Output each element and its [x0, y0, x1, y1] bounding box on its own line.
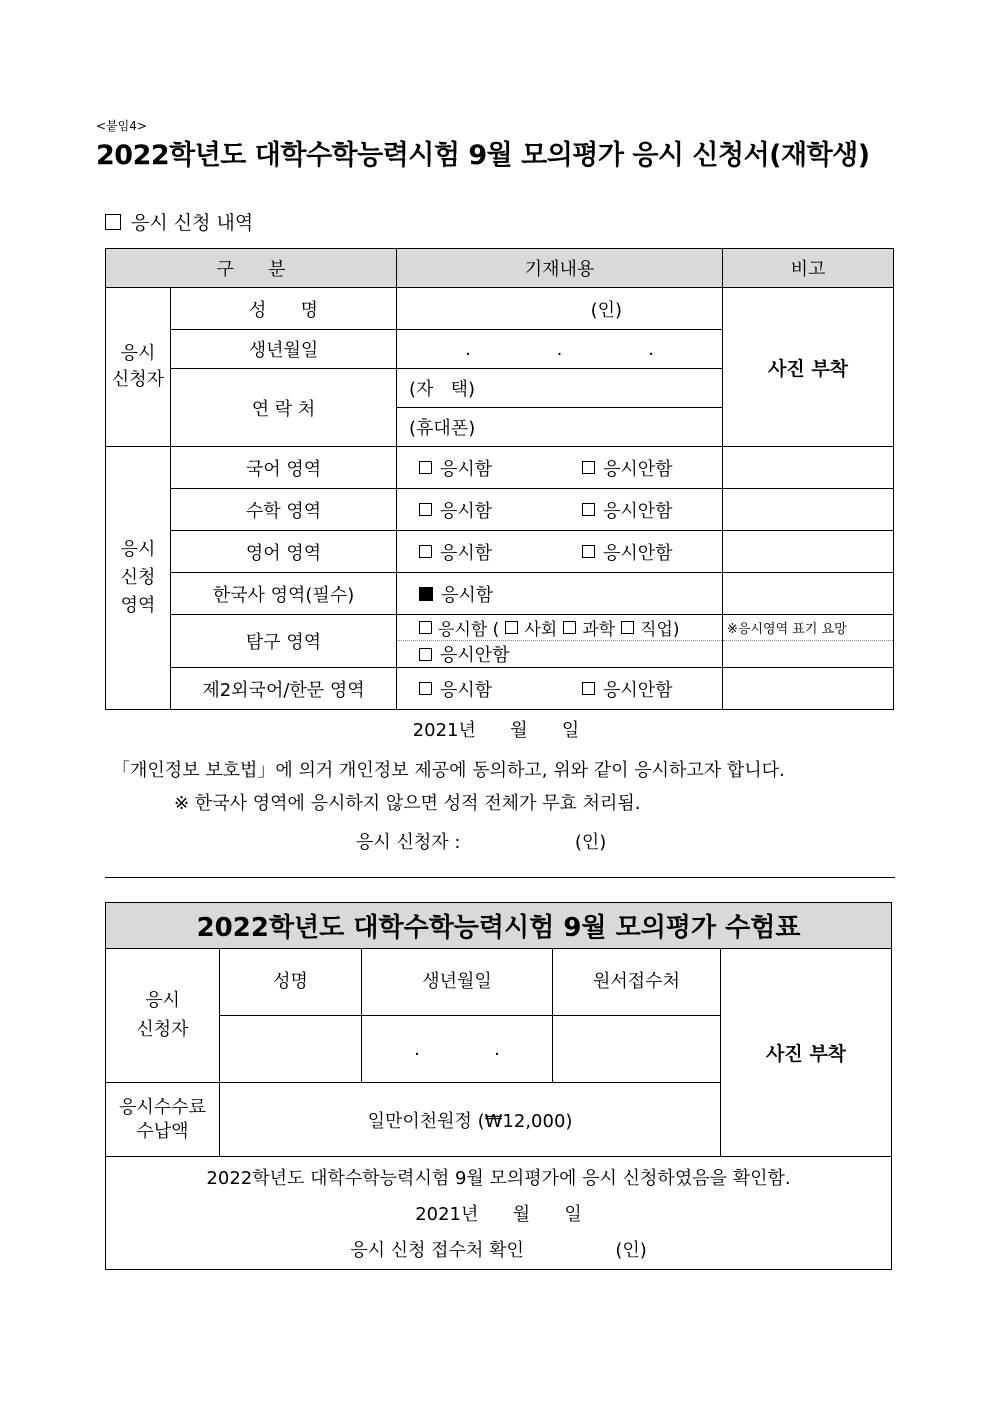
inquiry-note: ※응시영역 표기 요망 — [723, 615, 894, 641]
inquiry-not-take-label: 응시안함 — [440, 645, 510, 666]
section-title: 응시 신청 내역 — [131, 212, 254, 234]
option-label: 응시함 — [440, 679, 493, 701]
applicant-group-label: 응시 신청자 — [106, 288, 171, 447]
ticket-date: 2021년 월 일 — [415, 1204, 582, 1225]
area-group-label: 응시 신청 영역 — [106, 447, 171, 710]
vocational-checkbox-icon[interactable] — [621, 621, 634, 634]
mobile-phone-field[interactable]: (휴대폰) — [397, 408, 723, 447]
checkbox-icon[interactable] — [582, 461, 595, 474]
second-lang-not-take-option[interactable] — [582, 676, 673, 702]
korean-not-take-option[interactable] — [582, 455, 673, 481]
checkbox-icon[interactable] — [419, 648, 432, 661]
option-label: 응시함 — [441, 584, 494, 606]
checkbox-icon[interactable] — [419, 545, 432, 558]
second-lang-remark — [723, 668, 894, 710]
inquiry-label: 탐구 영역 — [171, 615, 397, 668]
birth-field[interactable]: . . . — [397, 330, 723, 369]
application-date: 2021년 월 일 — [412, 720, 580, 741]
name-field[interactable] — [397, 288, 723, 330]
divider — [105, 877, 895, 878]
option-label: 응시안함 — [603, 542, 673, 564]
option-label: 응시안함 — [603, 500, 673, 522]
fee-label: 응시수수료 수납액 — [106, 1083, 220, 1157]
math-take-option[interactable] — [419, 497, 582, 523]
history-remark — [723, 573, 894, 615]
header-content: 기재내용 — [397, 249, 723, 288]
inquiry-social: 사회 — [524, 620, 558, 640]
social-checkbox-icon[interactable] — [505, 621, 518, 634]
english-remark — [723, 531, 894, 573]
korean-label: 국어 영역 — [171, 447, 397, 489]
exam-ticket-table — [105, 902, 892, 1270]
checkbox-icon — [105, 214, 121, 230]
english-label: 영어 영역 — [171, 531, 397, 573]
ticket-office-signature[interactable]: 응시 신청 접수처 확인 (인) — [350, 1240, 647, 1261]
history-warning: ※ 한국사 영역에 응시하지 않으면 성적 전체가 무효 처리됨. — [174, 793, 641, 814]
attachment-label: <붙임4> — [96, 119, 147, 133]
ticket-birth-field[interactable]: . . — [362, 1016, 553, 1083]
math-label: 수학 영역 — [171, 489, 397, 531]
option-label: 응시함 — [440, 458, 493, 480]
option-label: 응시함 — [440, 500, 493, 522]
english-take-option[interactable] — [419, 539, 582, 565]
ticket-office-header: 원서접수처 — [553, 949, 721, 1016]
contact-label: 연 락 처 — [171, 369, 397, 447]
ticket-name-header: 성명 — [220, 949, 362, 1016]
korean-take-option[interactable] — [419, 455, 582, 481]
checkbox-icon[interactable] — [419, 503, 432, 516]
math-remark — [723, 489, 894, 531]
inquiry-remark — [723, 641, 894, 668]
application-table — [105, 248, 894, 710]
ticket-confirm-text: 2022학년도 대학수학능력시험 9월 모의평가에 응시 신청하였음을 확인함. — [206, 1168, 791, 1189]
page-title: 2022학년도 대학수학능력시험 9월 모의평가 응시 신청서(재학생) — [96, 140, 870, 171]
applicant-signature[interactable]: 응시 신청자 : (인) — [356, 832, 607, 853]
ticket-title: 2022학년도 대학수학능력시험 9월 모의평가 수험표 — [106, 903, 892, 949]
ticket-applicant-label: 응시 신청자 — [106, 949, 220, 1083]
checkbox-icon[interactable] — [419, 682, 432, 695]
ticket-photo-box[interactable]: 사진 부착 — [721, 949, 892, 1157]
option-label: 응시함 — [440, 542, 493, 564]
checkbox-icon[interactable] — [582, 503, 595, 516]
name-label: 성 명 — [171, 288, 397, 330]
checkbox-icon[interactable] — [419, 621, 432, 634]
consent-statement: 「개인정보 보호법」에 의거 개인정보 제공에 동의하고, 위와 같이 응시하고자 합니다. — [112, 760, 785, 781]
ticket-birth-header: 생년월일 — [362, 949, 553, 1016]
korean-remark — [723, 447, 894, 489]
english-not-take-option[interactable] — [582, 539, 673, 565]
section-heading — [105, 208, 253, 235]
option-label: 응시안함 — [603, 679, 673, 701]
history-take-option[interactable] — [419, 581, 582, 607]
math-not-take-option[interactable] — [582, 497, 673, 523]
inquiry-vocational: 직업) — [640, 620, 680, 640]
science-checkbox-icon[interactable] — [563, 621, 576, 634]
inquiry-science: 과학 — [582, 620, 616, 640]
birth-label: 생년월일 — [171, 330, 397, 369]
checkbox-icon[interactable] — [582, 682, 595, 695]
option-label: 응시안함 — [603, 458, 673, 480]
photo-box[interactable]: 사진 부착 — [723, 288, 894, 447]
fee-value: 일만이천원정 (₩12,000) — [220, 1083, 721, 1157]
filled-checkbox-icon[interactable] — [419, 587, 433, 601]
inquiry-take-prefix: 응시함 ( — [438, 620, 500, 640]
second-lang-take-option[interactable] — [419, 676, 582, 702]
seal-mark: (인) — [590, 299, 623, 321]
checkbox-icon[interactable] — [419, 461, 432, 474]
header-remark: 비고 — [723, 249, 894, 288]
checkbox-icon[interactable] — [582, 545, 595, 558]
history-label: 한국사 영역(필수) — [171, 573, 397, 615]
ticket-name-field[interactable] — [220, 1016, 362, 1083]
header-category: 구 분 — [106, 249, 397, 288]
second-lang-label: 제2외국어/한문 영역 — [171, 668, 397, 710]
ticket-office-field[interactable] — [553, 1016, 721, 1083]
home-phone-field[interactable]: (자 택) — [397, 369, 723, 408]
